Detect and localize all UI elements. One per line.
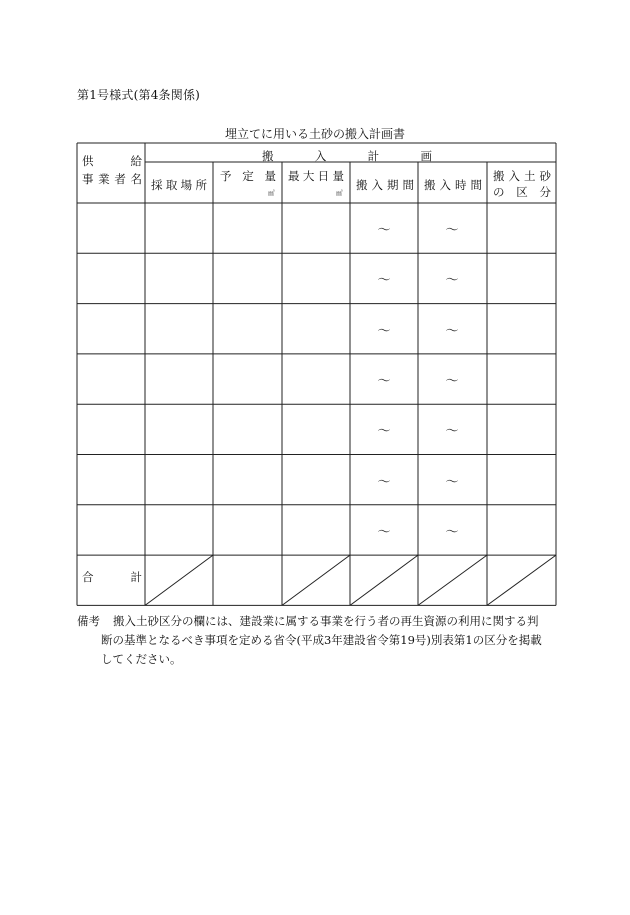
document-title: 埋立てに用いる土砂の搬入計画書 bbox=[224, 127, 405, 141]
column-planned-volume: 予 定 量 bbox=[220, 169, 276, 183]
plan-header: 搬 入 計 画 bbox=[262, 149, 432, 163]
total-cell-diagonal bbox=[282, 555, 350, 605]
total-cell-diagonal bbox=[418, 555, 487, 605]
column-soil-category-line2: の 区 分 bbox=[493, 185, 551, 199]
range-mark: ～ bbox=[377, 524, 391, 540]
range-mark: ～ bbox=[377, 323, 391, 339]
column-max-daily-volume: 最 大 日 量 bbox=[288, 169, 344, 183]
range-mark: ～ bbox=[377, 223, 391, 239]
planned-volume-unit: ㎥ bbox=[268, 189, 275, 197]
range-mark: ～ bbox=[445, 524, 459, 540]
range-mark: ～ bbox=[445, 374, 459, 390]
range-mark: ～ bbox=[377, 424, 391, 440]
range-mark: ～ bbox=[445, 474, 459, 490]
note-line-1: 搬入土砂区分の欄には、建設業に属する事業を行う者の再生資源の利用に関する判 bbox=[113, 614, 539, 628]
form-number: 第1号様式(第4条関係) bbox=[77, 88, 201, 102]
total-cell-diagonal bbox=[487, 555, 556, 605]
range-mark: ～ bbox=[445, 223, 459, 239]
column-soil-category-line1: 搬 入 土 砂 bbox=[493, 169, 551, 183]
max-daily-volume-unit: ㎥ bbox=[336, 189, 343, 197]
column-delivery-time: 搬 入 時 間 bbox=[424, 178, 482, 192]
total-label: 合 計 bbox=[82, 570, 142, 584]
column-source-location: 採 取 場 所 bbox=[151, 178, 207, 192]
supplier-header-line2: 事 業 者 名 bbox=[82, 172, 142, 186]
range-mark: ～ bbox=[445, 424, 459, 440]
range-mark: ～ bbox=[445, 273, 459, 289]
note-line-2: 断の基準となるべき事項を定める省令(平成3年建設省令第19号)別表第1の区分を掲載 bbox=[101, 633, 542, 647]
supplier-header-line1: 供 給 bbox=[82, 154, 142, 168]
column-delivery-period: 搬 入 期 間 bbox=[356, 178, 414, 192]
note-line-3: してください。 bbox=[101, 652, 182, 666]
range-mark: ～ bbox=[377, 273, 391, 289]
range-mark: ～ bbox=[445, 323, 459, 339]
note-label: 備考 bbox=[77, 614, 100, 628]
total-cell-diagonal bbox=[145, 555, 213, 605]
range-mark: ～ bbox=[377, 474, 391, 490]
range-mark: ～ bbox=[377, 374, 391, 390]
total-cell-diagonal bbox=[350, 555, 418, 605]
